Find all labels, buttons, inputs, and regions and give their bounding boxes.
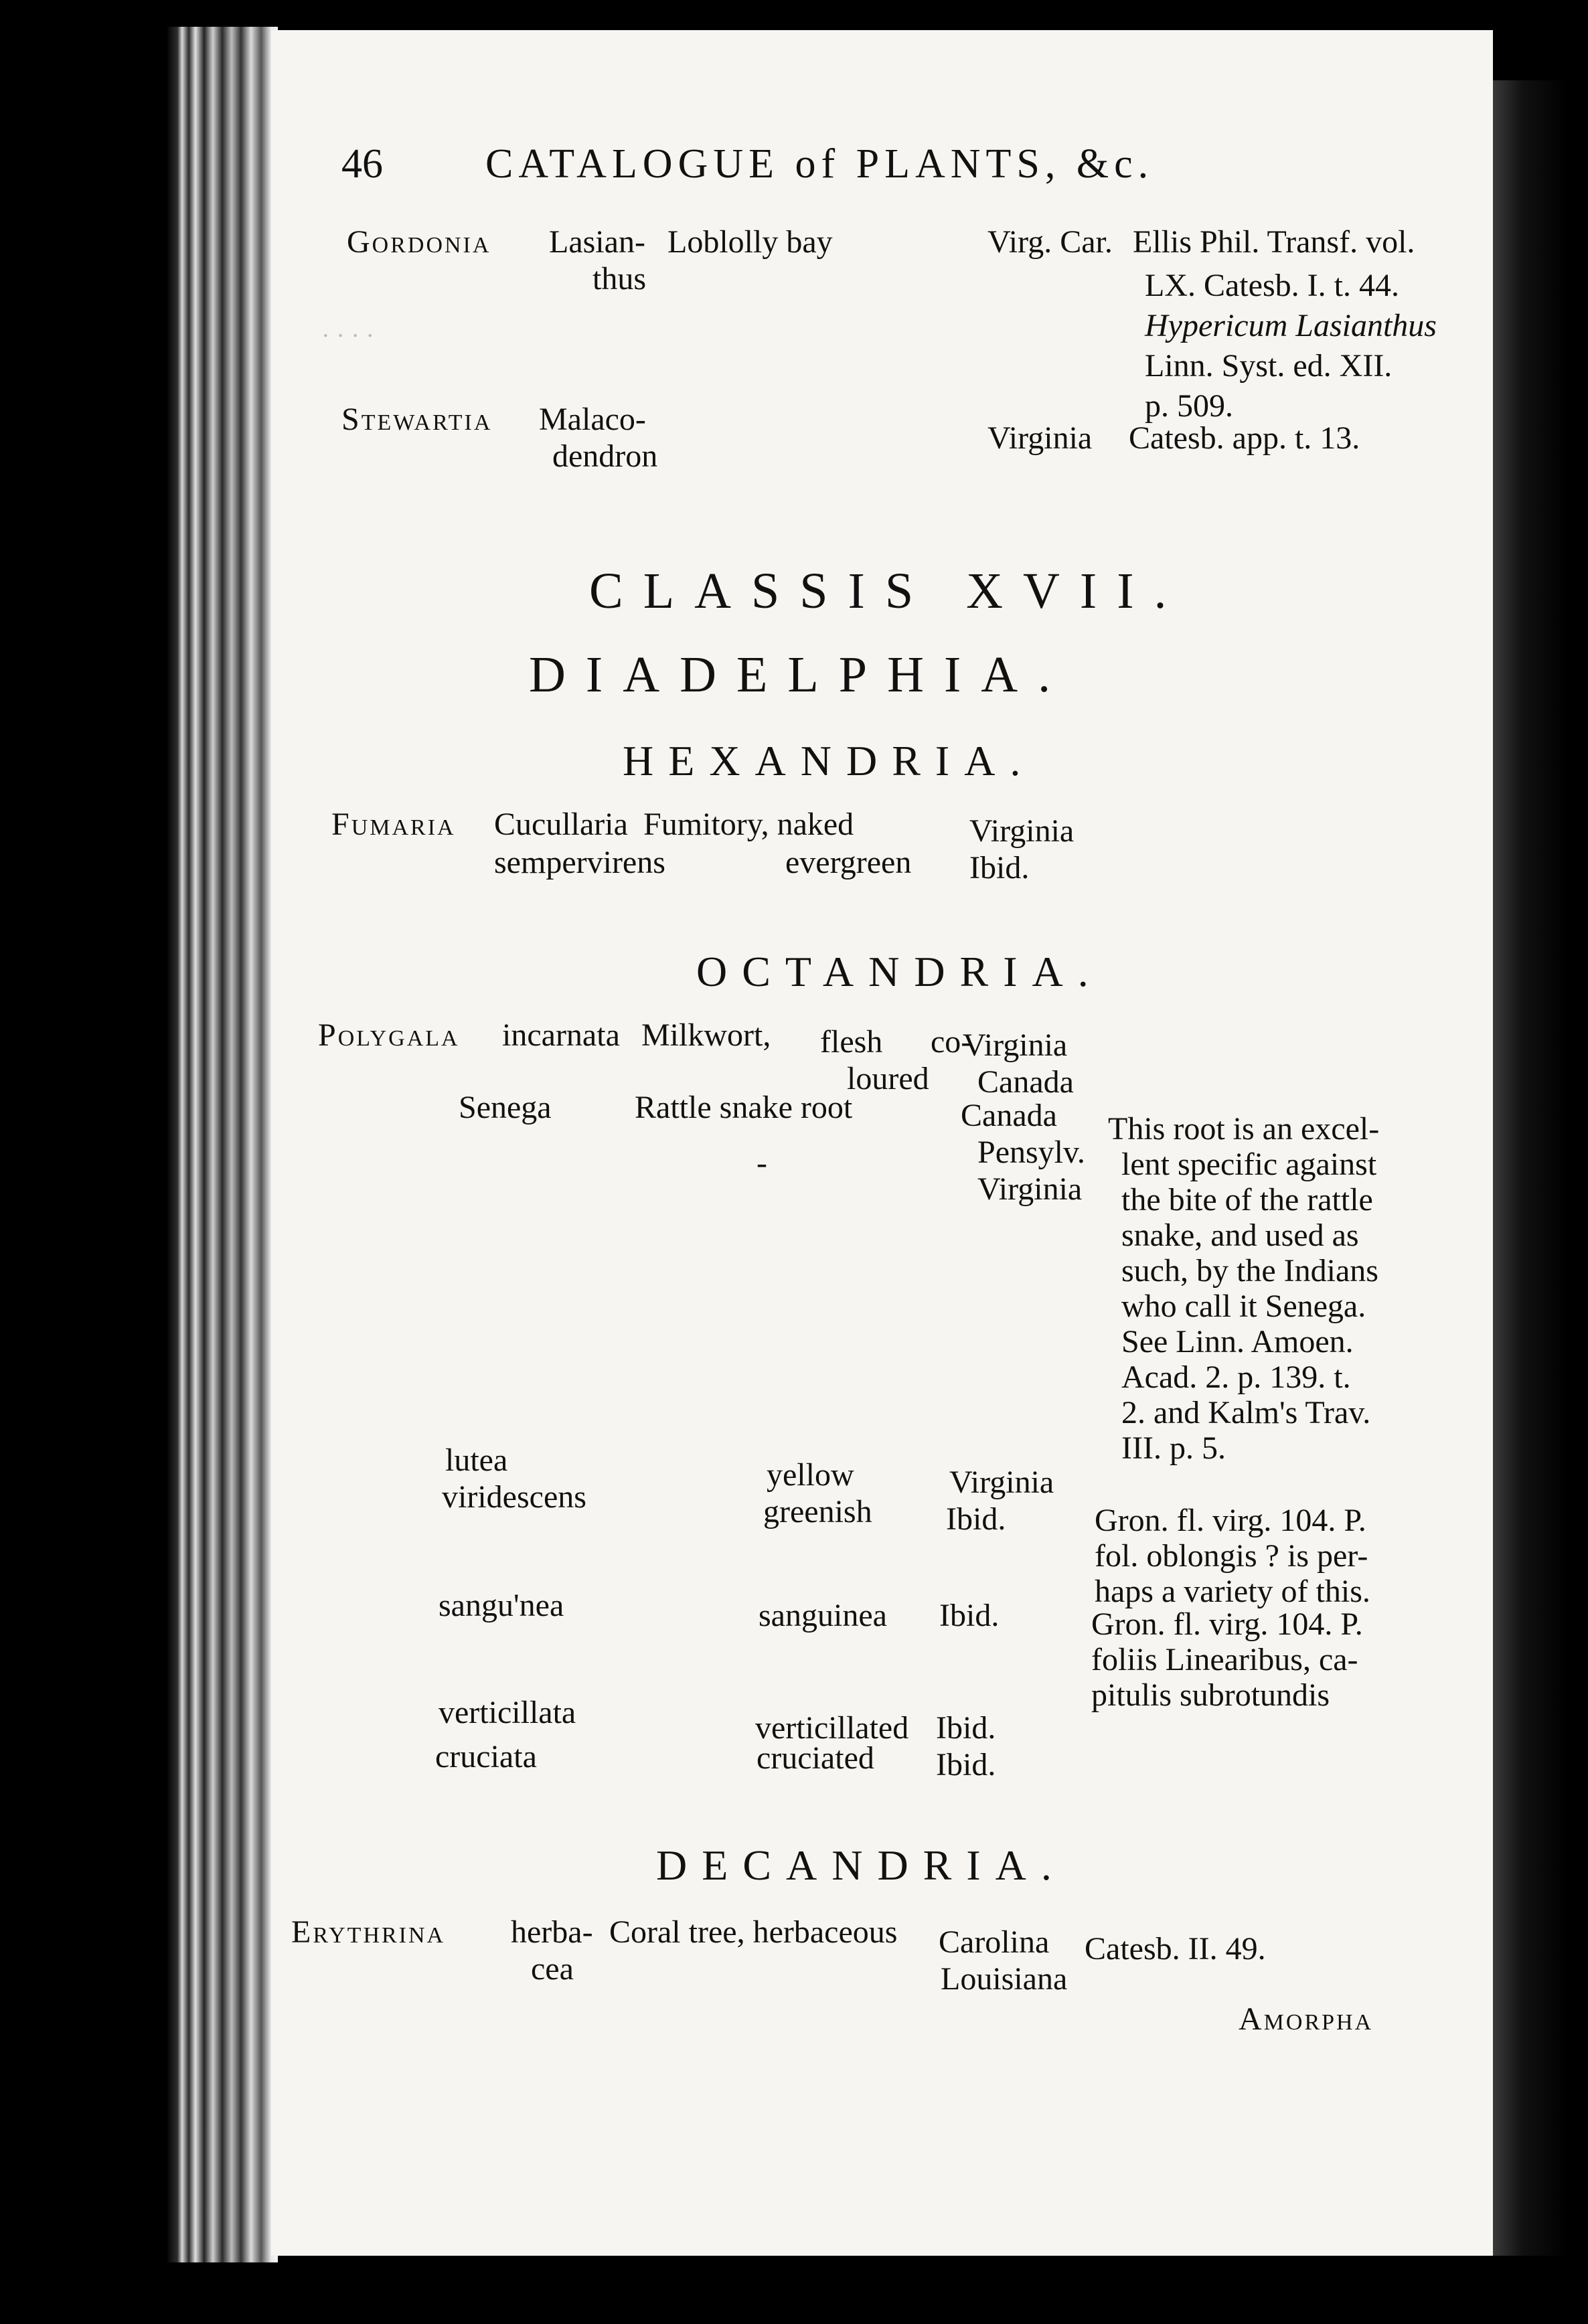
locality: Virginia xyxy=(963,1027,1068,1063)
note-line: This root is an excel- xyxy=(1108,1111,1380,1147)
locality: Ibid. xyxy=(939,1598,1000,1633)
locality: Louisiana xyxy=(941,1961,1068,1997)
species-line: Senega xyxy=(459,1090,552,1125)
note-line: haps a variety of this. xyxy=(1095,1574,1370,1609)
genus-fumaria: Fumaria xyxy=(331,807,456,842)
locality: Virginia xyxy=(969,813,1075,849)
note-line: who call it Senega. xyxy=(1121,1289,1366,1324)
common-name: flesh xyxy=(820,1024,883,1060)
locality: Ibid. xyxy=(946,1501,1006,1537)
note-line: fol. oblongis ? is per- xyxy=(1095,1538,1368,1574)
genus-polygala: Polygala xyxy=(318,1017,460,1053)
species-line: sangu'nea xyxy=(439,1588,564,1623)
note-line: Gron. fl. virg. 104. P. xyxy=(1091,1606,1363,1642)
note-line: foliis Linearibus, ca- xyxy=(1091,1642,1358,1677)
note-line: Gron. fl. virg. 104. P. xyxy=(1095,1503,1366,1538)
species-line: Malaco- xyxy=(539,402,646,437)
locality: Ibid. xyxy=(969,850,1030,886)
common-name: greenish xyxy=(763,1494,872,1529)
common-name: co- xyxy=(931,1024,972,1060)
class-title: CLASSIS XVII. xyxy=(589,563,1187,619)
locality: Canada xyxy=(961,1098,1057,1133)
species-line: incarnata xyxy=(502,1017,620,1053)
common-name: loured xyxy=(847,1061,929,1096)
catchword: Amorpha xyxy=(1239,2001,1374,2037)
note-line: such, by the Indians xyxy=(1121,1253,1378,1289)
note-line: Hypericum Lasianthus xyxy=(1145,308,1437,343)
note-line: lent specific against xyxy=(1121,1147,1377,1182)
locality: Virginia xyxy=(987,420,1093,456)
order-heading-hexandria: HEXANDRIA. xyxy=(623,737,1036,784)
note-line: Acad. 2. p. 139. t. xyxy=(1121,1359,1351,1395)
book-spine xyxy=(167,27,278,2262)
species-line: herba- xyxy=(511,1914,593,1950)
note-line: Catesb. II. 49. xyxy=(1085,1931,1266,1967)
order-heading-decandria: DECANDRIA. xyxy=(656,1841,1066,1889)
running-title: CATALOGUE of PLANTS, &c. xyxy=(485,141,1154,187)
genus-gordonia: Gordonia xyxy=(347,224,491,260)
common-name: sanguinea xyxy=(759,1598,887,1633)
note-line: snake, and used as xyxy=(1121,1218,1359,1253)
species-line: verticillata xyxy=(439,1695,576,1730)
species-line: dendron xyxy=(552,438,658,474)
common-name: Rattle snake root xyxy=(635,1090,853,1125)
note-line: pitulis subrotundis xyxy=(1091,1677,1330,1713)
genus-erythrina: Erythrina xyxy=(291,1914,446,1950)
note-line: 2. and Kalm's Trav. xyxy=(1121,1395,1371,1430)
species-line: sempervirens xyxy=(494,845,665,880)
note-line: Ellis Phil. Transf. vol. xyxy=(1133,224,1415,260)
species-line: Lasian- xyxy=(549,224,645,260)
note-line: III. p. 5. xyxy=(1121,1430,1226,1466)
locality: Ibid. xyxy=(936,1747,996,1782)
note-line: Linn. Syst. ed. XII. xyxy=(1145,348,1393,384)
locality: Virg. Car. xyxy=(987,224,1113,260)
common-name: Fumitory, naked xyxy=(643,807,854,842)
common-name: yellow xyxy=(767,1457,854,1493)
common-name: Coral tree, herbaceous xyxy=(609,1914,898,1950)
locality: Carolina xyxy=(939,1924,1050,1960)
facing-page-edge xyxy=(1493,80,1567,2256)
species-line: lutea xyxy=(445,1442,508,1478)
note-line: LX. Catesb. I. t. 44. xyxy=(1145,268,1399,303)
locality: Virginia xyxy=(949,1465,1054,1500)
order-heading-octandria: OCTANDRIA. xyxy=(696,948,1103,995)
note-line: the bite of the rattle xyxy=(1121,1182,1373,1218)
common-name: verticillated xyxy=(755,1710,909,1746)
show-through: · · · · xyxy=(321,322,375,350)
note-line: Catesb. app. t. 13. xyxy=(1129,420,1360,456)
dash-mark: - xyxy=(757,1145,767,1181)
species-line: cea xyxy=(531,1951,574,1987)
locality: Ibid. xyxy=(936,1710,996,1746)
locality: Pensylv. xyxy=(977,1135,1085,1170)
common-name: cruciated xyxy=(757,1740,874,1776)
species-line: thus xyxy=(592,261,647,297)
species-line: Cucullaria xyxy=(494,807,628,842)
genus-stewartia: Stewartia xyxy=(341,402,493,437)
common-name: Milkwort, xyxy=(641,1017,771,1053)
species-line: viridescens xyxy=(442,1479,586,1515)
note-line: p. 509. xyxy=(1145,388,1233,424)
note-line: See Linn. Amoen. xyxy=(1121,1324,1354,1359)
species-line: cruciata xyxy=(435,1739,537,1774)
locality: Canada xyxy=(977,1064,1074,1100)
common-name: Loblolly bay xyxy=(667,224,833,260)
common-name: evergreen xyxy=(785,845,912,880)
locality: Virginia xyxy=(977,1171,1083,1207)
page-number: 46 xyxy=(341,141,383,187)
class-name: DIADELPHIA. xyxy=(529,647,1071,703)
